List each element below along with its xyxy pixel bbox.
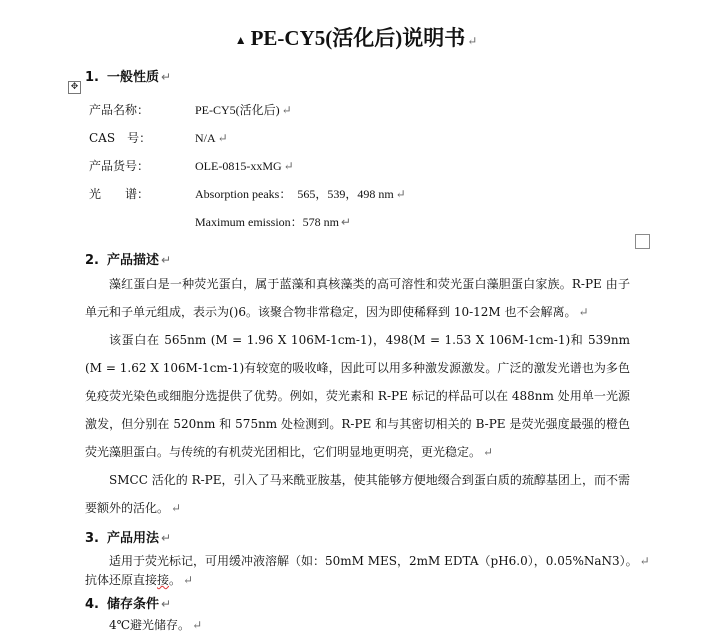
- property-value: OLE-0815-xxMG: [195, 159, 282, 173]
- property-value: N/A: [195, 131, 216, 145]
- paragraph-mark-icon: ↵: [395, 187, 406, 201]
- emission-text: Maximum emission：578 nm: [195, 215, 340, 229]
- paragraph-text: 该蛋白在 565nm (M = 1.96 X 106M-1cm-1)，498(M = 1.53 X 106M-1cm-1)和 539nm (M = 1.62 X 106M-1cm-1)有较宽的吸收峰，因此可以用多种激发源激发。广泛的激发光谱也为多色免疫荧光染色或细胞分选提供了优势。例如，荧光素和 R-PE 标记的样品可以在 488nm 处用单一光源激发，但分别在 520nm 和 575nm 处检测到。R-PE 和与其密切相关的 B-PE 是荧光强度最强的橙色荧光藻胆蛋白。与传统的有机荧光团相比，它们明显地更明亮，更光稳定。: [85, 333, 630, 459]
- section-2-heading: [85, 249, 171, 268]
- paragraph-mark-icon: ↵: [341, 215, 352, 229]
- section-4-heading: [85, 593, 171, 612]
- paragraph-text: SMCC 活化的 R-PE，引入了马来酰亚胺基，使其能够方便地缀合到蛋白质的巯醇基团上，而不需要额外的活化。: [85, 473, 630, 515]
- storage-text: 4℃避光储存。: [109, 618, 191, 632]
- section-number: 3.: [85, 531, 99, 546]
- section-number: 2.: [85, 253, 99, 268]
- section-title: 一般性质: [107, 70, 160, 85]
- usage-line-1: [109, 552, 650, 569]
- usage-text: 抗体还原直接: [85, 573, 158, 587]
- description-paragraph-2: [85, 326, 630, 466]
- section-number: 4.: [85, 597, 99, 612]
- text-boundary-icon: [635, 234, 650, 249]
- paragraph-mark-icon: ↵: [467, 34, 478, 48]
- property-row: [89, 129, 228, 146]
- property-row: [89, 157, 294, 174]
- paragraph-mark-icon: ↵: [161, 597, 172, 611]
- paragraph-text: 藻红蛋白是一种荧光蛋白，属于蓝藻和真核藻类的高可溶性和荧光蛋白藻胆蛋白家族。R-PE 由子单元和子单元组成，表示为()6。该聚合物非常稳定，因为即使稀释到 10-12M 也不会解离。: [85, 277, 630, 319]
- property-row: [89, 101, 292, 118]
- document-title: [0, 22, 712, 52]
- property-row: [89, 185, 406, 202]
- paragraph-mark-icon: ↵: [161, 253, 172, 267]
- description-paragraph-1: [85, 270, 630, 326]
- section-3-heading: [85, 527, 171, 546]
- title-text: PE-CY5(活化后)说明书: [250, 26, 466, 50]
- paragraph-mark-icon: ↵: [578, 305, 589, 319]
- paragraph-mark-icon: ↵: [283, 159, 294, 173]
- spelling-flag[interactable]: 接: [157, 573, 170, 587]
- usage-line-2: 抗体还原直接接。 ↵: [85, 573, 194, 587]
- paragraph-mark-icon: ↵: [639, 554, 650, 568]
- paragraph-mark-icon: ↵: [192, 618, 203, 632]
- section-title: 产品用法: [107, 531, 160, 546]
- emission-value: [195, 213, 351, 230]
- property-label: 光 谱：: [89, 187, 150, 201]
- section-number: 1.: [85, 70, 99, 85]
- section-1-heading: [85, 66, 171, 85]
- property-value: PE-CY5(活化后): [195, 103, 280, 117]
- property-label: 产品货号：: [89, 159, 150, 173]
- section-title: 储存条件: [107, 597, 160, 612]
- property-label: CAS 号：: [89, 131, 152, 145]
- property-label: 产品名称：: [89, 103, 150, 117]
- paragraph-mark-icon: ↵: [483, 445, 494, 459]
- paragraph-mark-icon: ↵: [161, 531, 172, 545]
- property-value: Absorption peaks： 565，539，498 nm: [195, 187, 394, 201]
- paragraph-mark-icon: ↵: [171, 501, 182, 515]
- section-title: 产品描述: [107, 253, 160, 268]
- paragraph-mark-icon: ↵: [281, 103, 292, 117]
- paragraph-mark-icon: ↵: [183, 573, 194, 587]
- table-move-handle-icon[interactable]: ✥: [68, 81, 81, 94]
- description-paragraph-3: [85, 466, 630, 522]
- usage-text: 适用于荧光标记，可用缓冲液溶解（如：50mM MES，2mM EDTA（pH6.0），0.05%NaN3）。: [109, 554, 638, 568]
- paragraph-mark-icon: ↵: [217, 131, 228, 145]
- storage-text-line: [109, 616, 202, 633]
- paragraph-mark-icon: ↵: [161, 70, 172, 84]
- heading-collapse-icon[interactable]: ▲: [234, 32, 247, 47]
